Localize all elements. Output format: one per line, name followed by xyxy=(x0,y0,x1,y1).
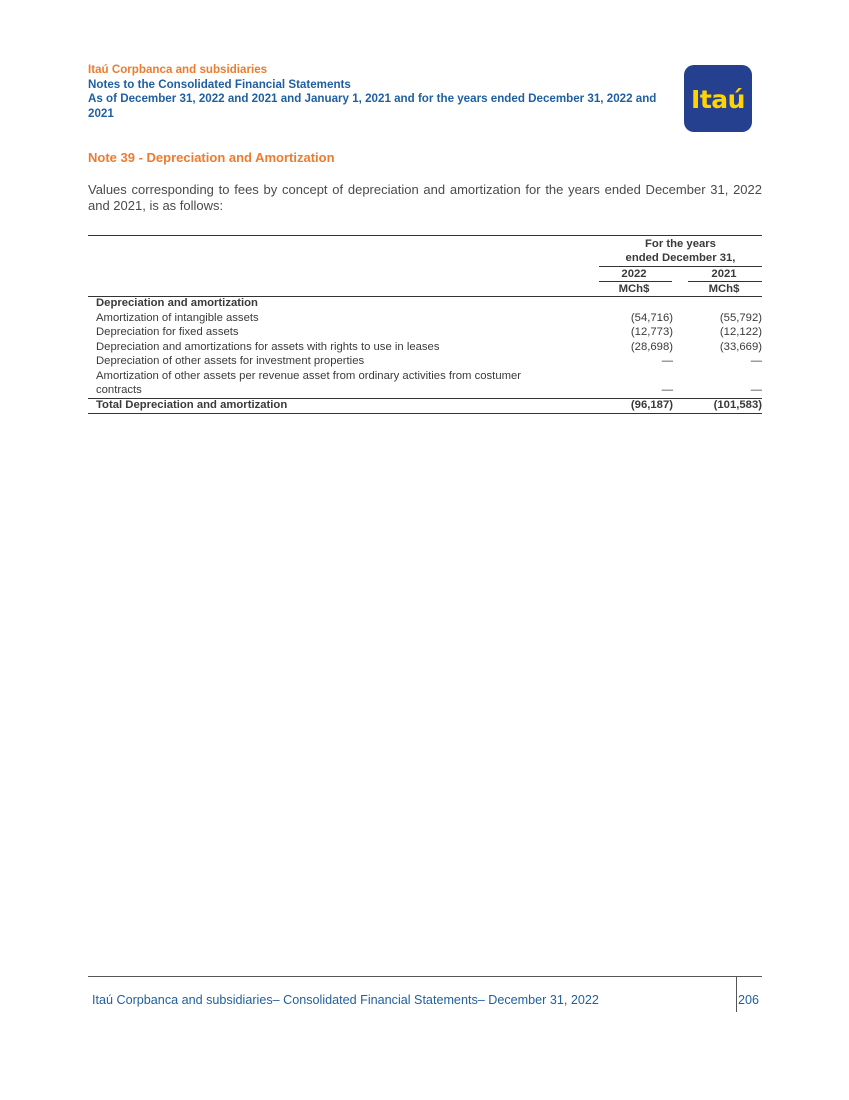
footer-rule xyxy=(88,976,762,977)
table-row xyxy=(88,354,762,369)
statement-title: Notes to the Consolidated Financial Statements xyxy=(88,77,351,91)
value-2022: (54,716) xyxy=(630,312,673,324)
note-intro: Values corresponding to fees by concept of depreciation and amortization for the years ended December 31, 2022 and 2021, is as follows: xyxy=(88,182,762,213)
footer-text: Itaú Corpbanca and subsidiaries– Consolidated Financial Statements– December 31, 2022 xyxy=(92,993,599,1007)
table-top-rule xyxy=(88,235,762,236)
page-number: 206 xyxy=(738,993,760,1007)
document-header xyxy=(88,63,683,121)
row-label: Depreciation for fixed assets xyxy=(96,326,239,338)
company-name: Itaú Corpbanca and subsidiaries xyxy=(88,63,268,76)
note-title: Note 39 - Depreciation and Amortization xyxy=(88,150,335,165)
table-row xyxy=(88,383,762,398)
table-row xyxy=(88,325,762,340)
table-row xyxy=(88,369,762,384)
total-bottom-rule xyxy=(88,413,762,414)
total-row xyxy=(88,398,762,413)
row-label: Depreciation of other assets for investment properties xyxy=(96,355,365,367)
logo-text: Itaú xyxy=(691,85,745,114)
column-unit-2021: MCh$ xyxy=(708,283,740,295)
table-row xyxy=(88,311,762,326)
value-2021: — xyxy=(750,384,762,396)
total-value-2021: (101,583) xyxy=(713,399,762,411)
total-label: Total Depreciation and amortization xyxy=(96,399,288,411)
total-value-2022: (96,187) xyxy=(630,399,673,411)
itau-logo xyxy=(684,65,752,132)
value-2022: (12,773) xyxy=(630,326,673,338)
row-label: Depreciation and amortizations for assets with rights to use in leases xyxy=(96,341,440,353)
column-unit-2022: MCh$ xyxy=(618,283,650,295)
period-header-line1: For the years xyxy=(645,238,716,250)
statement-period: As of December 31, 2022 and 2021 and January 1, 2021 and for the years ended December 31, 2022 and 2021 xyxy=(88,92,657,120)
footer-separator xyxy=(736,976,737,1012)
value-2021: — xyxy=(750,355,762,367)
column-year-2021: 2021 xyxy=(711,268,737,280)
period-header-line2: ended December 31, xyxy=(625,251,736,264)
section-row xyxy=(88,296,762,311)
value-2022: — xyxy=(661,355,673,367)
column-year-2022: 2022 xyxy=(621,268,647,280)
section-title: Depreciation and amortization xyxy=(96,297,258,309)
value-2021: (33,669) xyxy=(719,341,762,353)
row-label-line2: contracts xyxy=(96,384,142,396)
value-2021: (55,792) xyxy=(719,312,762,324)
value-2022: — xyxy=(661,384,673,396)
row-label: Amortization of intangible assets xyxy=(96,312,259,324)
row-label-line1: Amortization of other assets per revenue asset from ordinary activities from costumer xyxy=(96,370,522,382)
value-2021: (12,122) xyxy=(719,326,762,338)
table-row xyxy=(88,340,762,355)
value-2022: (28,698) xyxy=(630,341,673,353)
period-header xyxy=(599,238,762,265)
